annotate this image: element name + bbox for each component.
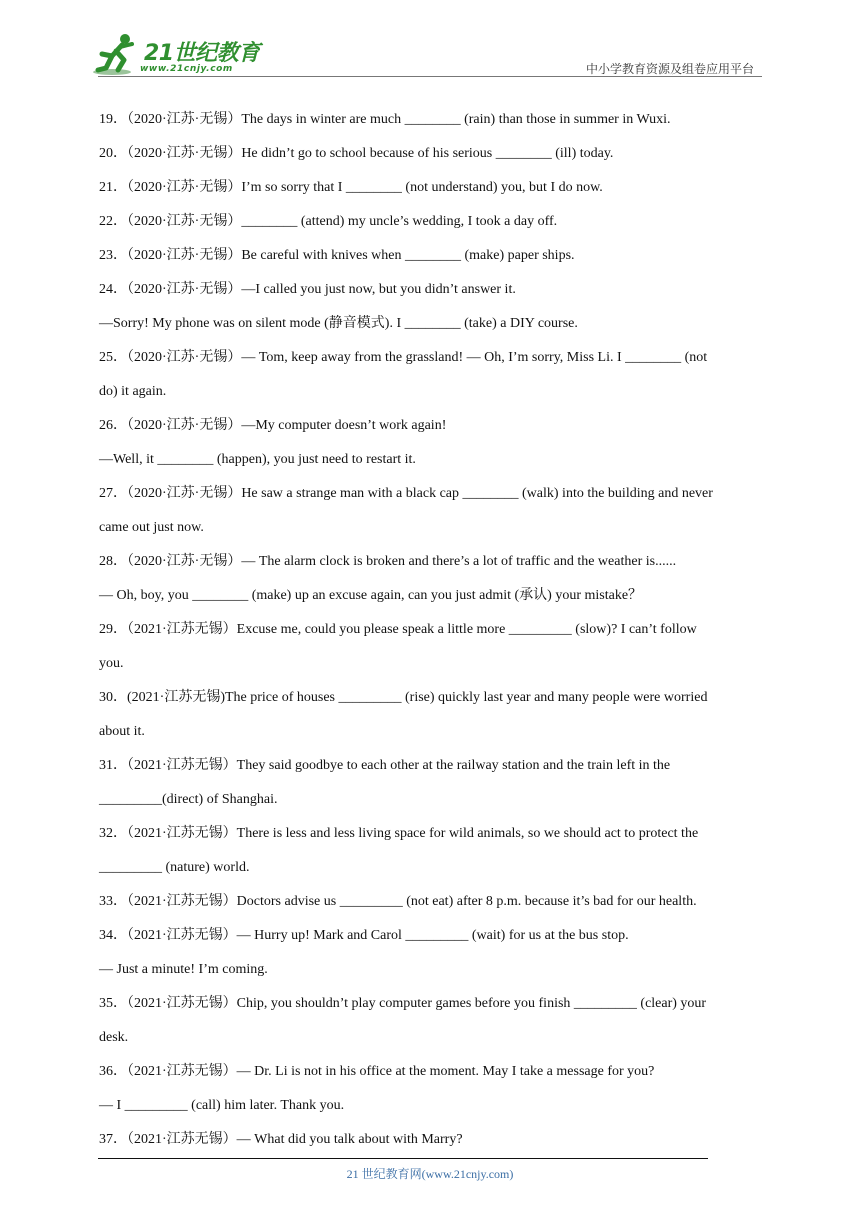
question-line: _________(direct) of Shanghai.: [99, 792, 278, 807]
question-line: — Oh, boy, you ________ (make) up an excuse again, can you just admit (承认) your mistake？: [99, 588, 643, 603]
question-line: —Sorry! My phone was on silent mode (静音模式). I ________ (take) a DIY course.: [99, 316, 578, 331]
footer-divider: [98, 1158, 708, 1159]
platform-title: 中小学教育资源及组卷应用平台: [585, 62, 754, 76]
question-line: 25．（2020·江苏·无锡）— Tom, keep away from the grassland! — Oh, I’m sorry, Miss Li. I ________ (not: [99, 350, 708, 365]
question-line: 28．（2020·江苏·无锡）— The alarm clock is broken and there’s a lot of traffic and the weather is......: [99, 554, 677, 569]
question-line: 33．（2021·江苏无锡）Doctors advise us _________ (not eat) after 8 p.m. because it’s bad for our health.: [99, 894, 697, 909]
question-line: desk.: [99, 1030, 129, 1045]
question-line: — Just a minute! I’m coming.: [99, 962, 268, 977]
question-line: —Well, it ________ (happen), you just need to restart it.: [99, 452, 416, 467]
question-line: 27．（2020·江苏·无锡）He saw a strange man with a black cap ________ (walk) into the building and never: [99, 486, 713, 501]
question-line: — I _________ (call) him later. Thank you.: [99, 1098, 345, 1113]
question-line: 30．(2021·江苏无锡)The price of houses _________ (rise) quickly last year and many people were worried: [99, 690, 708, 705]
page-header: [0, 0, 860, 80]
question-line: 23．（2020·江苏·无锡）Be careful with knives when ________ (make) paper ships.: [99, 248, 575, 263]
footer-link[interactable]: 21 世纪教育网(www.21cnjy.com): [346, 1167, 514, 1181]
site-logo: [92, 32, 264, 78]
question-line: 31．（2021·江苏无锡）They said goodbye to each other at the railway station and the train left in the: [99, 758, 671, 773]
question-line: 21．（2020·江苏·无锡）I’m so sorry that I ________ (not understand) you, but I do now.: [99, 180, 603, 195]
question-list: [99, 103, 763, 1157]
header-divider: [98, 76, 762, 77]
question-line: 19．（2020·江苏·无锡）The days in winter are much ________ (rain) than those in summer in Wuxi.: [99, 112, 671, 127]
question-line: _________ (nature) world.: [99, 860, 250, 875]
question-line: about it.: [99, 724, 145, 739]
question-line: came out just now.: [99, 520, 204, 535]
question-line: 34．（2021·江苏无锡）— Hurry up! Mark and Carol _________ (wait) for us at the bus stop.: [99, 928, 629, 943]
question-line: 32．（2021·江苏无锡）There is less and less living space for wild animals, so we should act to protect the: [99, 826, 699, 841]
runner-logo-icon: [92, 32, 144, 76]
logo-url: www.21cnjy.com: [140, 64, 233, 74]
question-line: 22．（2020·江苏·无锡）________ (attend) my uncle’s wedding, I took a day off.: [99, 214, 558, 229]
question-line: 26．（2020·江苏·无锡）—My computer doesn’t work again!: [99, 418, 447, 433]
question-line: 35．（2021·江苏无锡）Chip, you shouldn’t play computer games before you finish _________ (clear) your: [99, 996, 707, 1011]
question-line: 20．（2020·江苏·无锡）He didn’t go to school because of his serious ________ (ill) today.: [99, 146, 614, 161]
question-line: do) it again.: [99, 384, 167, 399]
question-line: 29．（2021·江苏无锡）Excuse me, could you please speak a little more _________ (slow)? I can’t follow: [99, 622, 697, 637]
question-line: 37．（2021·江苏无锡）— What did you talk about with Marry?: [99, 1132, 463, 1147]
question-line: 24．（2020·江苏·无锡）—I called you just now, but you didn’t answer it.: [99, 282, 516, 297]
question-line: 36．（2021·江苏无锡）— Dr. Li is not in his office at the moment. May I take a message for you?: [99, 1064, 655, 1079]
logo-text: 21世纪教育: [144, 41, 260, 66]
question-line: you.: [99, 656, 124, 671]
